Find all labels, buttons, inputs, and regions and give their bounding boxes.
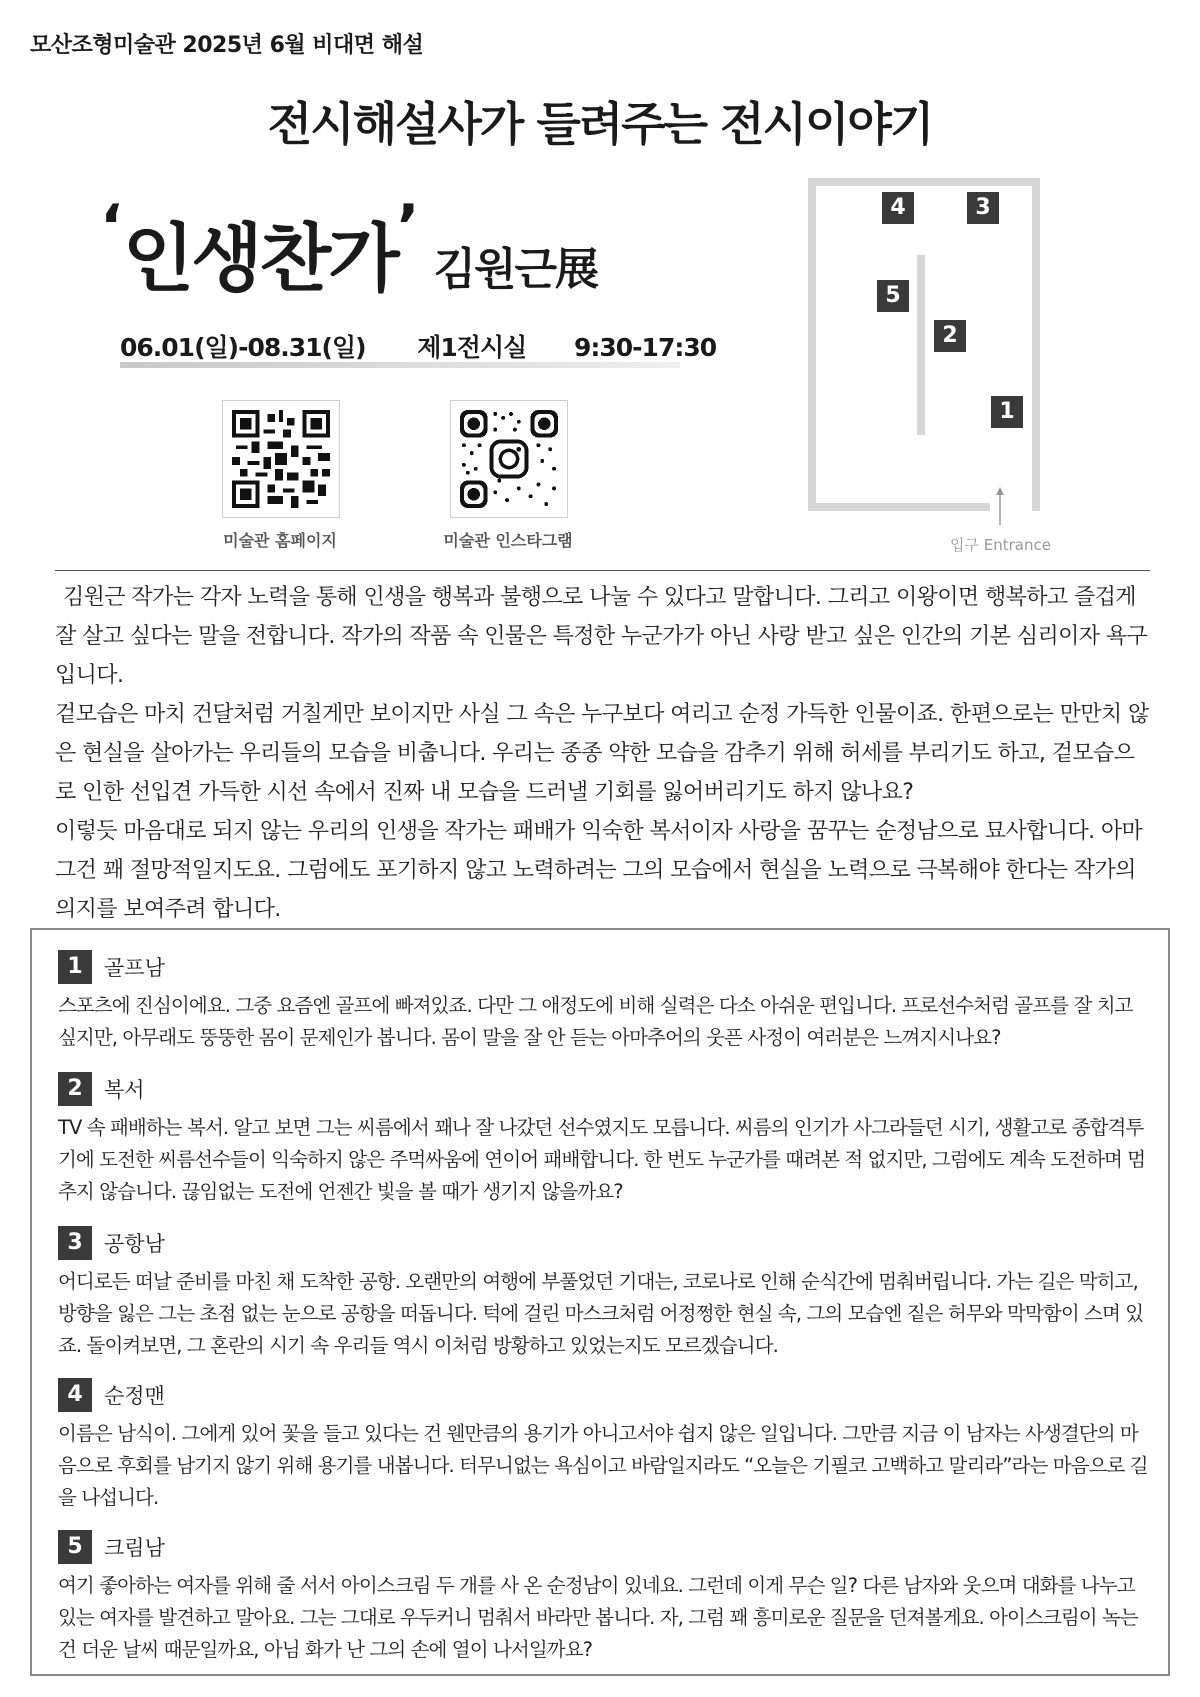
work-description: 스포츠에 진심이에요. 그중 요즘엔 골프에 빠져있죠. 다만 그 애정도에 비해 실력은 다소 아쉬운 편입니다. 프로선수처럼 골프를 잘 치고 싶지만, 아무래도 뚱뚱한 몸이 문제인가 봅니다. 몸이 말을 잘 안 듣는 아마추어의 웃픈 사정이 여러분은 느껴지시나요? xyxy=(58,994,1133,1049)
work-title: 크림남 xyxy=(104,1536,165,1560)
exhibition-room: 제1전시실 xyxy=(417,333,527,362)
work-item xyxy=(58,1378,1150,1514)
work-item xyxy=(58,1530,1150,1666)
work-description: 여기 좋아하는 여자를 위해 줄 서서 아이스크림 두 개를 사 온 순정남이 있네요. 그런데 이게 무슨 일? 다른 남자와 웃으며 대화를 나누고 있는 여자를 발견하고 말아요. 그는 그대로 우두커니 멈춰서 바라만 봅니다. 자, 그럼 꽤 흥미로운 질문을 던져볼게요. 아이스크림이 녹는 건 더운 날씨 때문일까요, 아님 화가 난 그의 손에 열이 나서일까요? xyxy=(58,1574,1138,1661)
entrance-label: 입구 Entrance xyxy=(950,536,1051,554)
intro-paragraph: 겉모습은 마치 건달처럼 거칠게만 보이지만 사실 그 속은 누구보다 여리고 순정 가득한 인물이죠. 한편으로는 만만치 않은 현실을 살아가는 우리들의 모습을 비춥니다. 우리는 종종 약한 모습을 감추기 위해 허세를 부리기도 하고, 겉모습으로 인한 선입견 가득한 시선 속에서 진짜 내 모습을 드러낼 기회를 잃어버리기도 하지 않나요? xyxy=(55,702,1149,805)
work-title: 순정맨 xyxy=(104,1384,165,1408)
exhibition-title xyxy=(100,192,598,306)
floor-plan xyxy=(800,170,1050,560)
intro-text xyxy=(55,578,1150,929)
page-title: 전시해설사가 들려주는 전시이야기 xyxy=(267,97,933,151)
work-number: 4 xyxy=(58,1378,92,1412)
exhibition-hours: 9:30-17:30 xyxy=(573,333,717,362)
room-number-1: 1 xyxy=(991,396,1023,428)
work-description: 어디로든 떠날 준비를 마친 채 도착한 공항. 오랜만의 여행에 부풀었던 기대는, 코로나로 인해 순식간에 멈춰버립니다. 가는 길은 막히고, 방향을 잃은 그는 초점 없는 눈으로 공항을 떠돕니다. 턱에 걸린 마스크처럼 어정쩡한 현실 속, 그의 모습엔 짙은 허무와 막막함이 스며 있죠. 돌이켜보면, 그 혼란의 시기 속 우리들 역시 이처럼 방황하고 있었는지도 모르겠습니다. xyxy=(58,1270,1144,1357)
work-description: 이름은 남식이. 그에게 있어 꽃을 들고 있다는 건 웬만큼의 용기가 아니고서야 쉽지 않은 일입니다. 그만큼 지금 이 남자는 사생결단의 마음으로 후회를 남기지 않기 위해 용기를 내봅니다. 터무니없는 욕심이고 바람일지라도 “오늘은 기필코 고백하고 말리라”라는 마음으로 길을 나섭니다. xyxy=(58,1422,1148,1509)
floor-plan-walls xyxy=(800,170,1050,560)
work-title: 골프남 xyxy=(104,956,165,980)
qr-label-instagram: 미술관 인스타그램 xyxy=(443,531,573,550)
divider xyxy=(55,570,1150,571)
works-box xyxy=(30,928,1170,1676)
quote-close: ’ xyxy=(396,192,420,262)
work-title: 복서 xyxy=(104,1078,145,1102)
room-number-3: 3 xyxy=(967,192,999,224)
instagram-qr-code-icon[interactable] xyxy=(450,400,568,518)
exhibition-info xyxy=(120,328,716,364)
exhibition-dates: 06.01(일)-08.31(일) xyxy=(120,333,366,362)
work-item xyxy=(58,1072,1150,1208)
header-subtitle: 모산조형미술관 2025년 6월 비대면 해설 xyxy=(30,33,424,58)
artist-name: 김원근展 xyxy=(433,244,598,295)
qr-code-icon[interactable] xyxy=(222,400,340,518)
quote-open: ‘ xyxy=(100,192,123,262)
work-number: 3 xyxy=(58,1226,92,1260)
work-number: 1 xyxy=(58,950,92,984)
room-number-5: 5 xyxy=(877,280,909,312)
work-description: TV 속 패배하는 복서. 알고 보면 그는 씨름에서 꽤나 잘 나갔던 선수였지도 모릅니다. 씨름의 인기가 사그라들던 시기, 생활고로 종합격투기에 도전한 씨름선수들이 익숙하지 않은 주먹싸움에 연이어 패배합니다. 한 번도 누군가를 때려본 적 없지만, 그럼에도 계속 도전하며 멈추지 않습니다. 끊임없는 도전에 언젠간 빛을 볼 때가 생기지 않을까요? xyxy=(58,1116,1146,1203)
work-item xyxy=(58,1226,1150,1362)
room-number-4: 4 xyxy=(882,192,914,224)
intro-paragraph: 김원근 작가는 각자 노력을 통해 인생을 행복과 불행으로 나눌 수 있다고 말합니다. 그리고 이왕이면 행복하고 즐겁게 잘 살고 싶다는 말을 전합니다. 작가의 작품 속 인물은 특정한 누군가가 아닌 사랑 받고 싶은 인간의 기본 심리이자 욕구입니다. xyxy=(55,585,1148,688)
work-number: 2 xyxy=(58,1072,92,1106)
intro-paragraph: 이렇듯 마음대로 되지 않는 우리의 인생을 작가는 패배가 익숙한 복서이자 사랑을 꿈꾸는 순정남으로 묘사합니다. 아마 그건 꽤 절망적일지도요. 그럼에도 포기하지 않고 노력하려는 그의 모습에서 현실을 노력으로 극복해야 한다는 작가의 의지를 보여주려 합니다. xyxy=(55,819,1143,922)
exhibition-name: 인생찬가 xyxy=(122,216,397,302)
qr-label-homepage: 미술관 홈페이지 xyxy=(223,531,337,550)
room-number-2: 2 xyxy=(934,320,966,352)
info-underline xyxy=(120,362,680,368)
work-item xyxy=(58,950,1150,1054)
work-title: 공항남 xyxy=(104,1232,165,1256)
work-number: 5 xyxy=(58,1530,92,1564)
